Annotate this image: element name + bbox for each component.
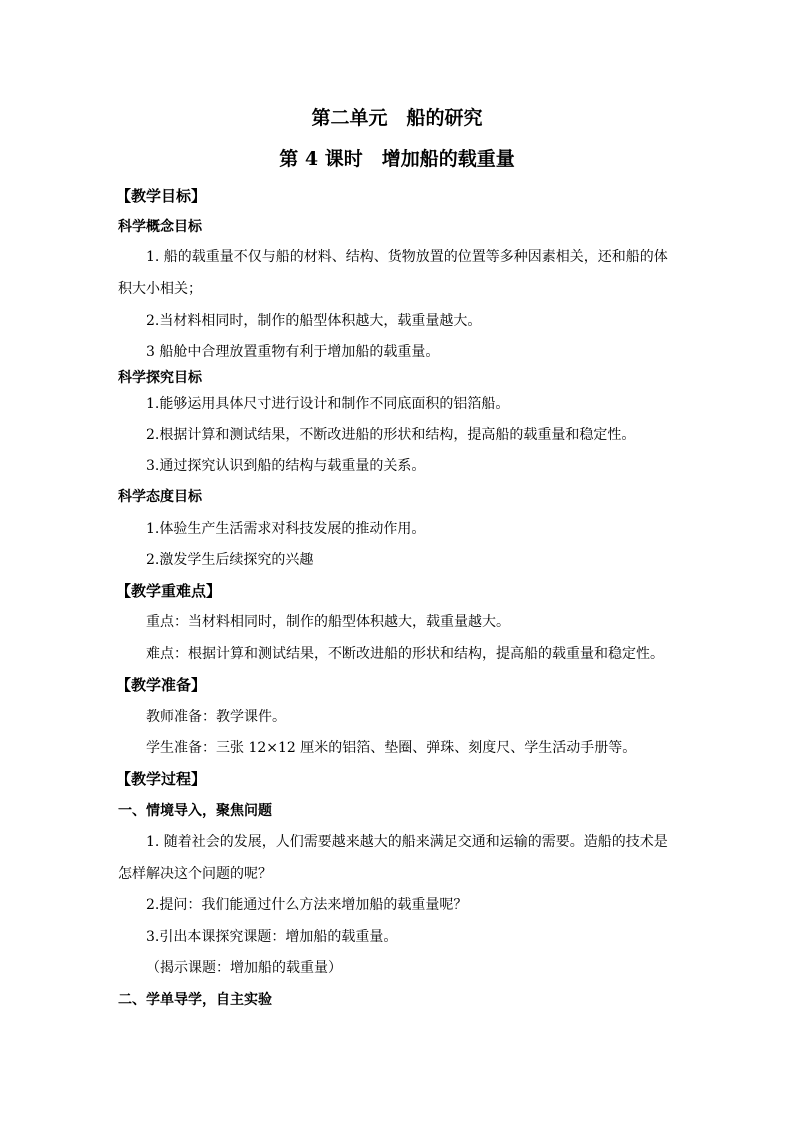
concept-heading: 科学概念目标	[118, 219, 202, 235]
preparation-heading: 【教学准备】	[116, 676, 207, 694]
inquiry-item-1: 1.能够运用具体尺寸进行设计和制作不同底面积的铝箔船。	[146, 396, 510, 412]
concept-item-1-line-1: 1. 船的载重量不仅与船的材料、结构、货物放置的位置等多种因素相关，还和船的体	[146, 249, 668, 265]
lesson-title: 第 4 课时 增加船的载重量	[279, 148, 515, 170]
unit-title: 第二单元 船的研究	[311, 107, 483, 129]
student-preparation: 学生准备：三张 12×12 厘米的铝箔、垫圈、弹珠、刻度尺、学生活动手册等。	[146, 740, 637, 756]
part1-item-1-line-2: 怎样解决这个问题的呢？	[118, 866, 272, 882]
keypoints-heading: 【教学重难点】	[116, 582, 222, 600]
inquiry-heading: 科学探究目标	[118, 370, 202, 386]
process-heading: 【教学过程】	[116, 770, 207, 788]
key-point: 重点：当材料相同时，制作的船型体积越大，载重量越大。	[146, 614, 510, 630]
part1-heading: 一、情境导入，聚焦问题	[118, 803, 272, 819]
part1-note: （揭示课题：增加船的载重量）	[146, 960, 342, 976]
part1-item-2: 2.提问：我们能通过什么方法来增加船的载重量呢？	[146, 897, 468, 913]
inquiry-item-3: 3.通过探究认识到船的结构与载重量的关系。	[146, 458, 426, 474]
attitude-heading: 科学态度目标	[118, 489, 202, 505]
objectives-heading: 【教学目标】	[116, 187, 207, 205]
attitude-item-2: 2.激发学生后续探究的兴趣	[146, 552, 314, 568]
part1-item-1-line-1: 1. 随着社会的发展，人们需要越来越大的船来满足交通和运输的需要。造船的技术是	[146, 834, 668, 850]
concept-item-1-line-2: 积大小相关；	[118, 281, 202, 297]
inquiry-item-2: 2.根据计算和测试结果，不断改进船的形状和结构，提高船的载重量和稳定性。	[146, 427, 636, 443]
concept-item-2: 2.当材料相同时，制作的船型体积越大，载重量越大。	[146, 313, 482, 329]
attitude-item-1: 1.体验生产生活需求对科技发展的推动作用。	[146, 521, 426, 537]
part2-heading: 二、学单导学，自主实验	[118, 992, 272, 1008]
concept-item-3: 3 船舱中合理放置重物有利于增加船的载重量。	[146, 344, 440, 360]
difficult-point: 难点：根据计算和测试结果，不断改进船的形状和结构，提高船的载重量和稳定性。	[146, 646, 664, 662]
teacher-preparation: 教师准备：教学课件。	[146, 709, 286, 725]
part1-item-3: 3.引出本课探究课题：增加船的载重量。	[146, 929, 398, 945]
